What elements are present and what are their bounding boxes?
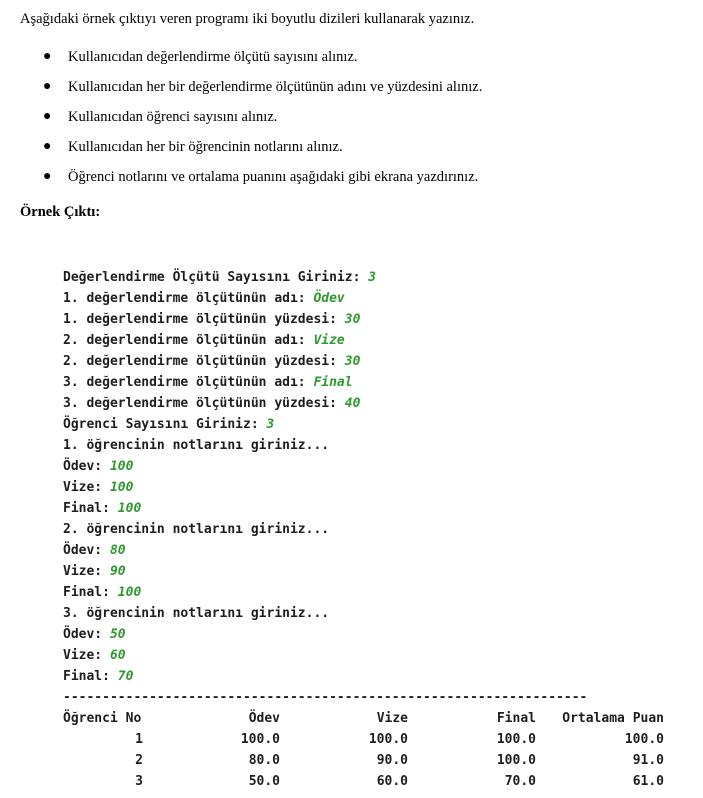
table-cell: 3	[135, 774, 143, 789]
requirement-text: Kullanıcıdan değerlendirme ölçütü sayısını alınız.	[68, 49, 358, 65]
console-line	[63, 309, 673, 330]
console-input: 100	[109, 459, 134, 474]
console-line	[63, 435, 673, 456]
column-header-average: Ortalama Puan	[562, 711, 664, 726]
console-prompt: 2. değerlendirme ölçütünün adı:	[63, 333, 314, 348]
console-prompt: Ödev:	[63, 459, 110, 474]
console-line	[63, 519, 673, 540]
table-cell: 2	[135, 753, 143, 768]
console-line	[63, 330, 673, 351]
console-line	[63, 666, 673, 687]
console-line	[63, 288, 673, 309]
console-input: 3	[368, 270, 377, 285]
sample-output-heading: Örnek Çıktı:	[20, 204, 101, 220]
table-cell: 61.0	[632, 774, 664, 789]
column-header-final: Final	[496, 711, 536, 726]
console-prompt: 1. değerlendirme ölçütünün yüzdesi:	[63, 312, 345, 327]
bullet-icon: ●	[43, 49, 52, 64]
table-cell: 70.0	[504, 774, 536, 789]
console-prompt: Final:	[63, 501, 118, 516]
requirement-text: Kullanıcıdan her bir öğrencinin notlarını alınız.	[68, 139, 343, 155]
console-prompt: Vize:	[63, 564, 110, 579]
bullet-icon: ●	[43, 139, 52, 154]
table-cell: 80.0	[248, 753, 280, 768]
console-input: 70	[117, 669, 134, 684]
console-line	[63, 456, 673, 477]
console-prompt: 3. değerlendirme ölçütünün adı:	[63, 375, 314, 390]
table-cell: 90.0	[376, 753, 408, 768]
table-cell: 60.0	[376, 774, 408, 789]
console-prompt: 2. öğrencinin notlarını giriniz...	[63, 522, 330, 537]
console-line	[63, 582, 673, 603]
console-prompt: Değerlendirme Ölçütü Sayısını Giriniz:	[63, 270, 369, 285]
console-line	[63, 540, 673, 561]
table-cell: 100.0	[368, 732, 408, 747]
bullet-icon: ●	[43, 169, 52, 184]
column-header-odev: Ödev	[248, 711, 280, 726]
console-line	[63, 477, 673, 498]
console-input: 100	[109, 480, 134, 495]
table-cell: 1	[135, 732, 143, 747]
table-row	[63, 729, 664, 750]
assignment-intro: Aşağıdaki örnek çıktıyı veren programı iki boyutlu dizileri kullanarak yazınız.	[20, 11, 475, 27]
bullet-icon: ●	[43, 79, 52, 94]
console-input: 30	[344, 354, 361, 369]
column-header-vize: Vize	[376, 711, 408, 726]
table-row	[63, 750, 664, 771]
table-cell: 100.0	[496, 753, 536, 768]
console-prompt: Öğrenci Sayısını Giriniz:	[63, 417, 267, 432]
console-input: 80	[109, 543, 126, 558]
console-prompt: Vize:	[63, 480, 110, 495]
requirement-text: Öğrenci notlarını ve ortalama puanını aşağıdaki gibi ekrana yazdırınız.	[68, 169, 479, 185]
console-input: 60	[109, 648, 126, 663]
results-table	[63, 708, 664, 792]
console-prompt: Ödev:	[63, 627, 110, 642]
console-input: Final	[313, 375, 353, 390]
console-input: 100	[117, 585, 142, 600]
console-line	[63, 561, 673, 582]
console-prompt: 1. öğrencinin notlarını giriniz...	[63, 438, 330, 453]
console-line	[63, 645, 673, 666]
console-line	[63, 393, 673, 414]
console-line	[63, 624, 673, 645]
console-line	[63, 372, 673, 393]
console-prompt: Vize:	[63, 648, 110, 663]
console-line	[63, 498, 673, 519]
console-input: Vize	[313, 333, 345, 348]
console-input: 90	[109, 564, 126, 579]
column-header-student-no: Öğrenci No	[63, 711, 142, 726]
table-cell: 91.0	[632, 753, 664, 768]
console-input: 40	[344, 396, 361, 411]
console-input: 100	[117, 501, 142, 516]
console-prompt: 2. değerlendirme ölçütünün yüzdesi:	[63, 354, 345, 369]
table-cell: 50.0	[248, 774, 280, 789]
console-prompt: 3. değerlendirme ölçütünün yüzdesi:	[63, 396, 345, 411]
console-prompt: Final:	[63, 669, 118, 684]
console-prompt: 1. değerlendirme ölçütünün adı:	[63, 291, 314, 306]
table-header-row	[63, 708, 664, 729]
console-line	[63, 414, 673, 435]
console-prompt: 3. öğrencinin notlarını giriniz...	[63, 606, 330, 621]
table-cell: 100.0	[240, 732, 280, 747]
console-input: 3	[266, 417, 275, 432]
sample-console-output	[63, 267, 673, 792]
table-cell: 100.0	[496, 732, 536, 747]
requirement-text: Kullanıcıdan her bir değerlendirme ölçütünün adını ve yüzdesini alınız.	[68, 79, 483, 95]
console-separator: -------------------------------------------------------------------	[63, 690, 588, 705]
table-cell: 100.0	[624, 732, 664, 747]
console-line	[63, 351, 673, 372]
console-input: Ödev	[313, 291, 345, 306]
table-row	[63, 771, 664, 792]
console-line	[63, 267, 673, 288]
bullet-icon: ●	[43, 109, 52, 124]
console-prompt: Ödev:	[63, 543, 110, 558]
console-prompt: Final:	[63, 585, 118, 600]
requirement-text: Kullanıcıdan öğrenci sayısını alınız.	[68, 109, 278, 125]
console-input: 50	[109, 627, 126, 642]
console-input: 30	[344, 312, 361, 327]
console-line	[63, 603, 673, 624]
